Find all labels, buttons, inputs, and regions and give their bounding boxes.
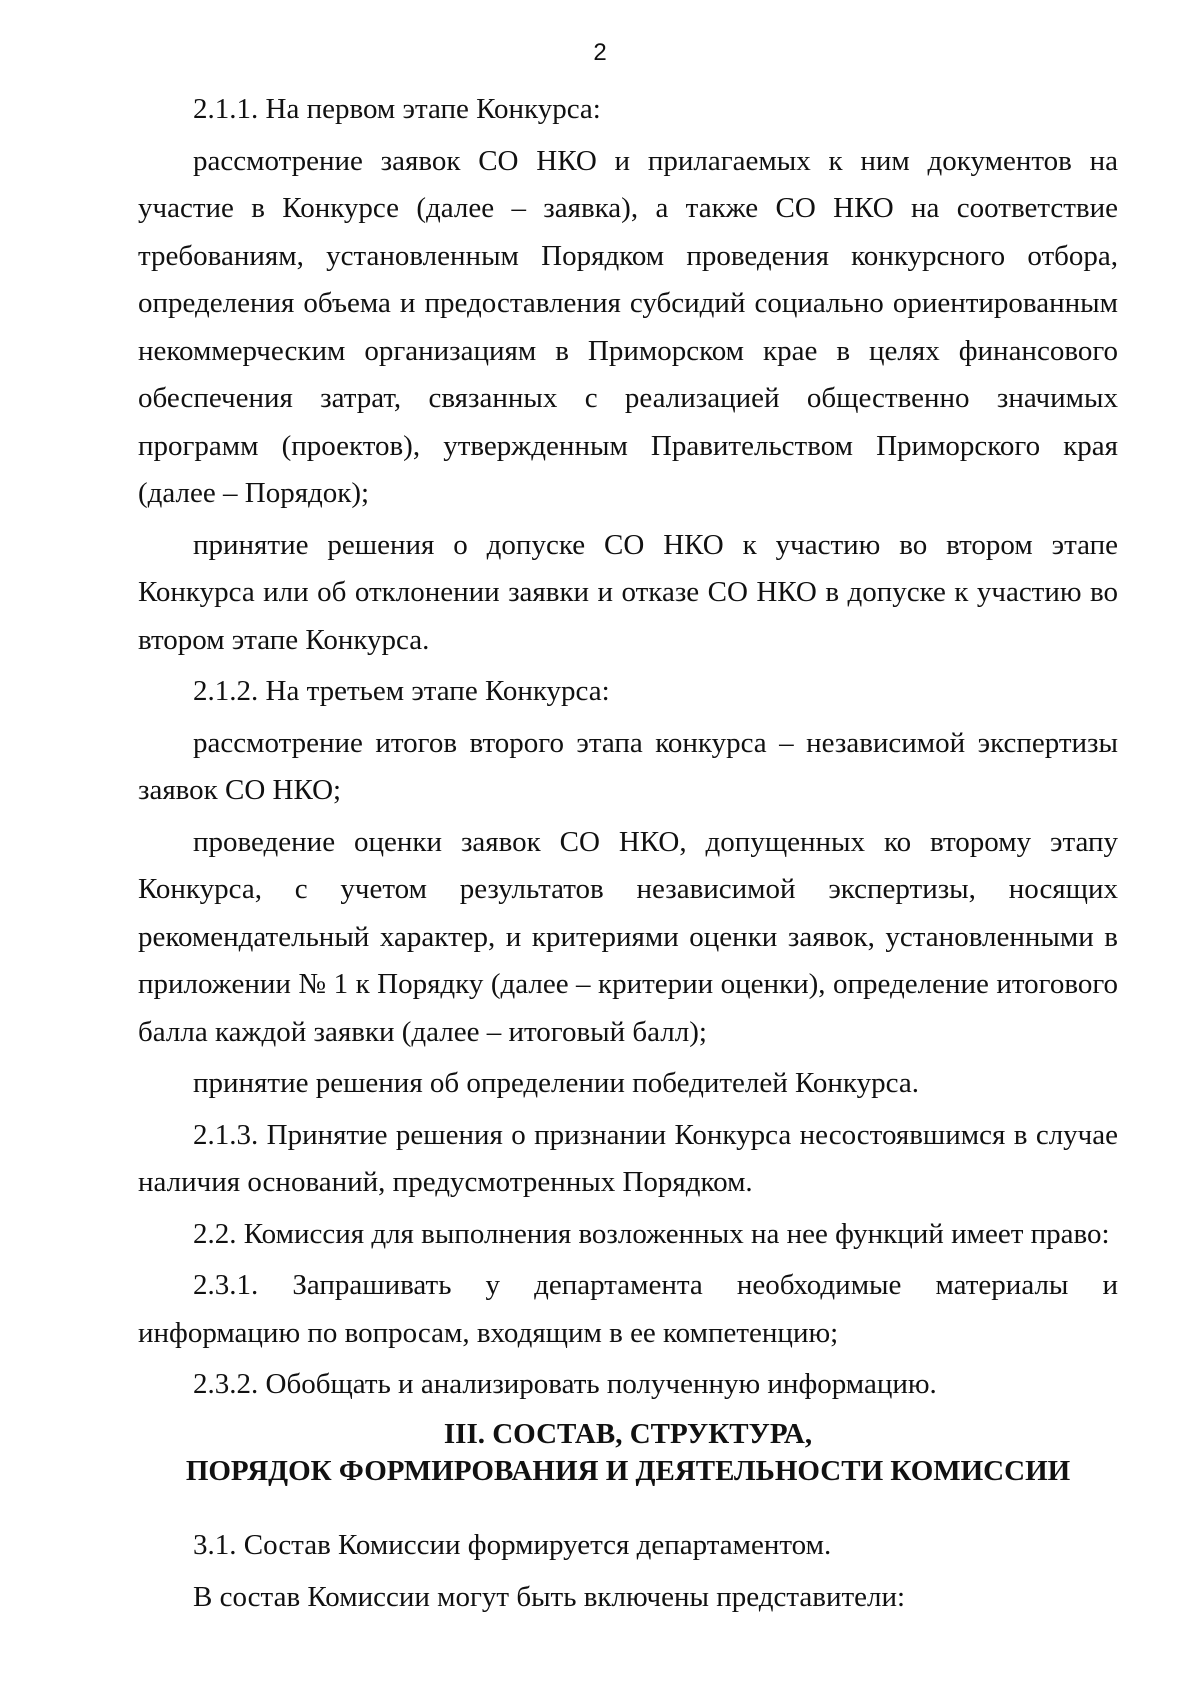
paragraph-composition: В состав Комиссии могут быть включены представители: <box>193 1580 906 1613</box>
paragraph-second-stage-results: рассмотрение итогов второго этапа конкурса – независимой экспертизы заявок СО НКО; <box>138 726 1118 806</box>
section-heading-line-1: III. СОСТАВ, СТРУКТУРА, <box>443 1418 813 1450</box>
paragraph-2-1-2: 2.1.2. На третьем этапе Конкурса: <box>193 675 610 707</box>
paragraph-2-3-2: 2.3.2. Обобщать и анализировать полученную информацию. <box>193 1368 937 1400</box>
paragraph-2-3-1: 2.3.1. Запрашивать у департамента необходимые материалы и информацию по вопросам, входящим в ее компетенцию; <box>138 1269 1118 1349</box>
section-heading <box>138 1416 1118 1490</box>
paragraph-3-1: 3.1. Состав Комиссии формируется департаментом. <box>193 1529 832 1561</box>
paragraph-admission-decision: принятие решения о допуске СО НКО к участию во втором этапе Конкурса или об отклонении заявки и отказе СО НКО в допуске к участию во втором этапе Конкурса. <box>138 528 1118 656</box>
section-body-text <box>138 1522 1118 1625</box>
page-number: 2 <box>593 39 607 66</box>
paragraph-first-stage-review: рассмотрение заявок СО НКО и прилагаемых к ним документов на участие в Конкурсе (далее – заявка), а также СО НКО на соответствие требованиям, установленным Порядком проведения конкурсного отбора, определения объема и предоставления субсидий социально ориентированным некоммерческим организациям в Приморском крае в целях финансового обеспечения затрат, связанных с реализацией общественно значимых программ (проектов), утвержденным Правительством Приморского края (далее – Порядок); <box>138 144 1118 509</box>
paragraph-2-2: 2.2. Комиссия для выполнения возложенных на нее функций имеет право: <box>193 1217 1110 1250</box>
paragraph-2-1-1: 2.1.1. На первом этапе Конкурса: <box>193 93 601 125</box>
paragraph-2-1-3: 2.1.3. Принятие решения о признании Конкурса несостоявшимся в случае наличия оснований, предусмотренных Порядком. <box>138 1118 1118 1198</box>
paragraph-winners-decision: принятие решения об определении победителей Конкурса. <box>193 1067 919 1099</box>
section-heading-line-2: ПОРЯДОК ФОРМИРОВАНИЯ И ДЕЯТЕЛЬНОСТИ КОМИССИИ <box>185 1455 1071 1487</box>
body-text <box>138 86 1118 1413</box>
paragraph-evaluation: проведение оценки заявок СО НКО, допущенных ко второму этапу Конкурса, с учетом результатов независимой экспертизы, носящих рекомендательный характер, и критериями оценки заявок, установленными в приложении № 1 к Порядку (далее – критерии оценки), определение итогового балла каждой заявки (далее – итоговый балл); <box>138 825 1118 1048</box>
